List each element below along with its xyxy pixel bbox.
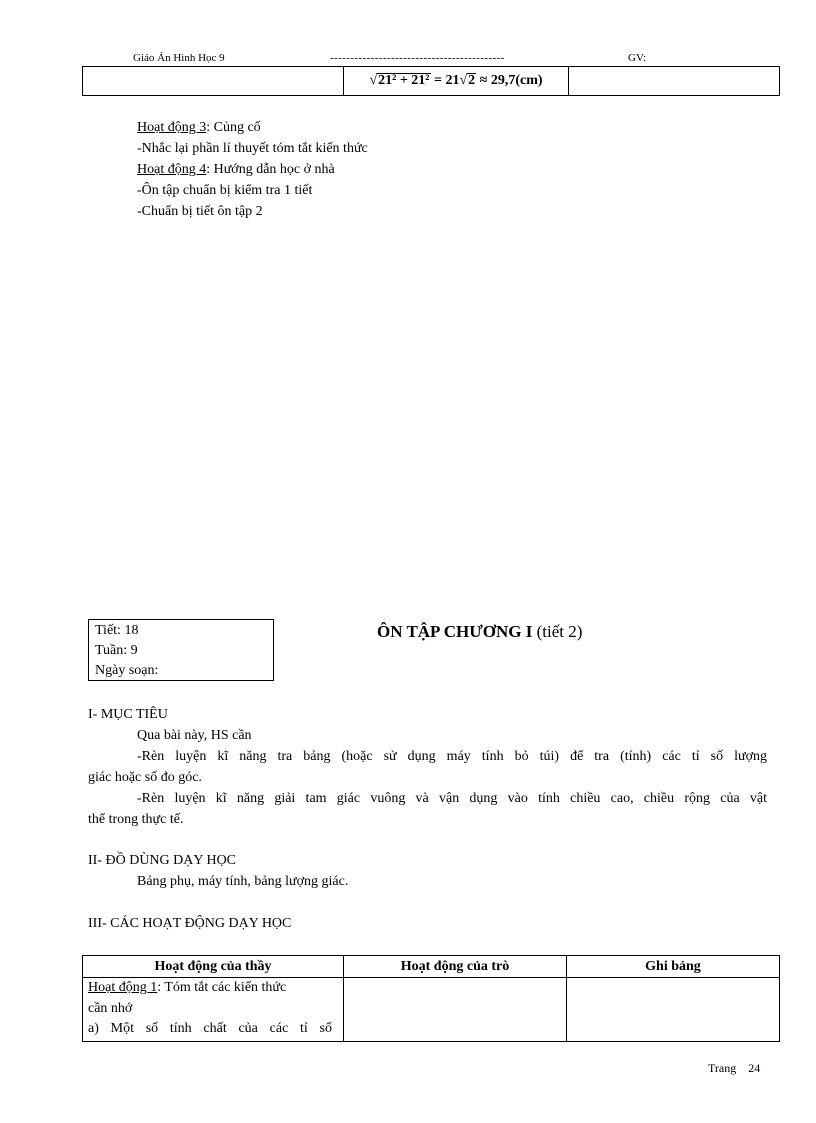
section-1-heading: I- MỤC TIÊU [88,707,168,722]
header-gv: GV: [628,52,647,64]
section-3-heading: III- CÁC HOẠT ĐỘNG DẠY HỌC [88,916,292,931]
table-cell-board [567,978,780,1042]
activity-3-line: Hoạt động 3: Củng cố [137,120,261,135]
table-header-board: Ghi bảng [567,956,780,978]
top-table-cell-1 [83,67,344,96]
lesson-title-sub: (tiết 2) [532,622,583,641]
top-table-cell-formula [344,67,569,96]
table-cell-student [344,978,567,1042]
formula: √21² + 21² = 21√2 ≈ 29,7(cm) [369,73,543,88]
activity-4-label: Hoạt động 4 [137,162,207,177]
activities-table [82,955,780,1042]
lesson-title-main: ÔN TẬP CHƯƠNG I [377,622,533,641]
info-tuan: Tuần: 9 [95,643,138,658]
section-2-text: Bảng phụ, máy tính, bảng lượng giác. [137,874,349,889]
formula-root: 2 [468,73,476,88]
top-table [82,66,780,96]
section-1-p2-line2: thể trong thực tế. [88,812,184,827]
section-1-p2-line1: -Rèn luyện kĩ năng giải tam giác vuông và vận dụng vào tính chiều cao, chiều rộng của vật [137,791,767,806]
table-header-teacher: Hoạt động của thầy [83,956,344,978]
table-row [83,978,780,1042]
header-dashes: ------------------------------------------- [330,52,505,64]
table-cell-activity-1-label: Hoạt động 1 [88,980,158,995]
table-header-row [83,956,780,978]
header-title: Giáo Án Hình Học 9 [133,52,225,64]
activity-4-line: Hoạt động 4: Hướng dẫn học ở nhà [137,162,335,177]
info-ngay: Ngày soạn: [95,663,159,678]
table-header-student: Hoạt động của trò [344,956,567,978]
formula-radicand: 21² + 21² [378,73,430,88]
activity-4-item-2: -Chuẩn bị tiết ôn tập 2 [137,204,263,219]
formula-approx: ≈ 29,7(cm) [479,73,543,88]
formula-equals: = 21 [434,73,460,88]
section-1-p1-line2: giác hoặc số đo góc. [88,770,202,785]
info-tiet: Tiết: 18 [95,623,139,638]
section-1-p1-line1: -Rèn luyện kĩ năng tra bảng (hoặc sử dụng máy tính bỏ túi) để tra (tính) các tỉ số lượng [137,749,767,764]
activity-3-label: Hoạt động 3 [137,120,207,135]
activity-3-item: -Nhắc lại phần lí thuyết tóm tắt kiến thức [137,141,368,156]
page-number: Trang 24 [708,1061,761,1075]
top-table-cell-3 [569,67,780,96]
activity-4-item-1: -Ôn tập chuẩn bị kiểm tra 1 tiết [137,183,313,198]
section-1-intro: Qua bài này, HS cần [137,728,252,743]
section-2-heading: II- ĐỒ DÙNG DẠY HỌC [88,853,237,868]
info-box [88,619,274,681]
table-cell-teacher: Hoạt động 1: Tóm tắt các kiến thức cần nhớ a) Một số tính chất của các tỉ số [83,978,344,1042]
lesson-title [377,622,582,642]
